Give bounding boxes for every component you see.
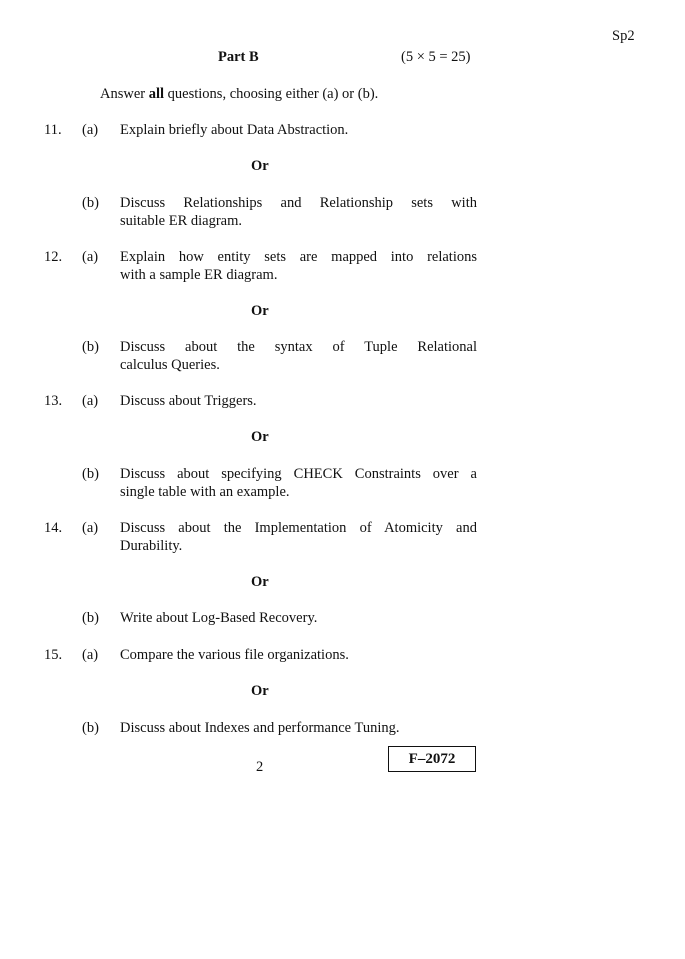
page-number: 2 <box>256 759 264 775</box>
question-text: Discuss about the Implementation of Atomicity and <box>120 520 477 536</box>
option-a-label: (a) <box>82 520 99 536</box>
paper-code-box: F–2072 <box>388 746 476 772</box>
marks-allocation: (5 × 5 = 25) <box>401 49 471 65</box>
question-text: Discuss about Triggers. <box>120 393 257 409</box>
or-separator: Or <box>251 303 269 319</box>
option-b-label: (b) <box>82 339 99 355</box>
question-number: 14. <box>44 520 63 536</box>
question-text: suitable ER diagram. <box>120 213 243 229</box>
part-title: Part B <box>218 49 259 65</box>
option-b-label: (b) <box>82 720 99 736</box>
or-separator: Or <box>251 683 269 699</box>
question-text: with a sample ER diagram. <box>120 267 278 283</box>
question-text: Durability. <box>120 538 183 554</box>
option-b-label: (b) <box>82 466 99 482</box>
question-text: Discuss about specifying CHECK Constraints over a <box>120 466 477 482</box>
question-number: 12. <box>44 249 63 265</box>
option-a-label: (a) <box>82 122 99 138</box>
question-text: Discuss about Indexes and performance Tuning. <box>120 720 400 736</box>
question-text: Explain briefly about Data Abstraction. <box>120 122 349 138</box>
question-text: single table with an example. <box>120 484 290 500</box>
question-text: Explain how entity sets are mapped into relations <box>120 249 477 265</box>
or-separator: Or <box>251 574 269 590</box>
question-text: Compare the various file organizations. <box>120 647 349 663</box>
instruction-emphasis: all <box>148 86 165 102</box>
instruction-text: Answer <box>100 86 149 102</box>
or-separator: Or <box>251 158 269 174</box>
question-number: 13. <box>44 393 63 409</box>
question-number: 15. <box>44 647 63 663</box>
question-text: Discuss Relationships and Relationship sets with <box>120 195 477 211</box>
or-separator: Or <box>251 429 269 445</box>
instructions <box>100 85 378 103</box>
question-number: 11. <box>44 122 62 138</box>
instruction-text: questions, choosing either (a) or (b). <box>164 86 379 102</box>
option-a-label: (a) <box>82 393 99 409</box>
option-b-label: (b) <box>82 610 99 626</box>
page-code: Sp2 <box>612 28 635 44</box>
question-text: Discuss about the syntax of Tuple Relational <box>120 339 477 355</box>
question-text: calculus Queries. <box>120 357 220 373</box>
question-text: Write about Log-Based Recovery. <box>120 610 318 626</box>
option-a-label: (a) <box>82 249 99 265</box>
option-a-label: (a) <box>82 647 99 663</box>
option-b-label: (b) <box>82 195 99 211</box>
